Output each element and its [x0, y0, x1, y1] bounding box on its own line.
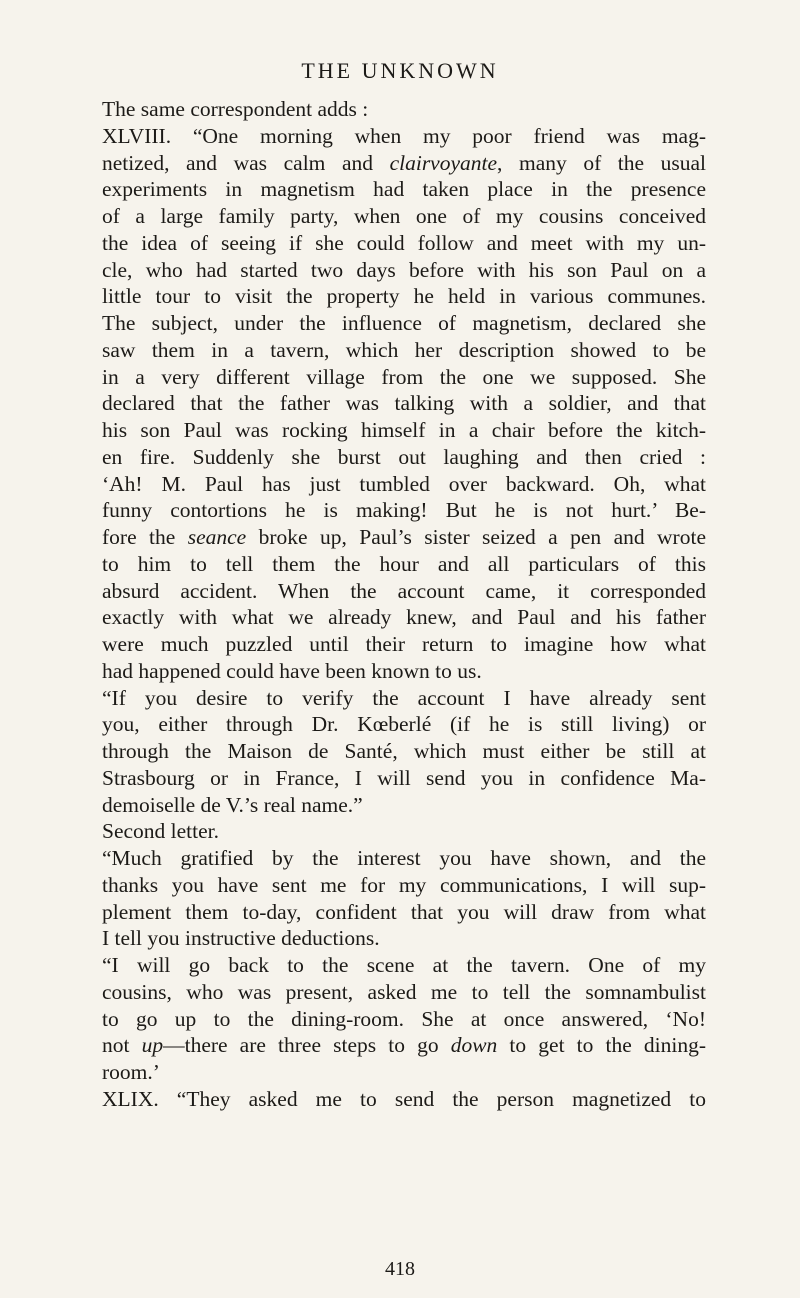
- text-line: en fire. Suddenly she burst out laughing and then cried :: [102, 444, 706, 469]
- text-line: cousins, who was present, asked me to tell the somnambulist: [102, 979, 706, 1004]
- text-line: in a very different village from the one we supposed. She: [102, 364, 706, 389]
- text-line: experiments in magnetism had taken place in the presence: [102, 177, 706, 202]
- text-line: XLVIII. “One morning when my poor friend was mag-: [102, 123, 706, 148]
- text-line: you, either through Dr. Kœberlé (if he is still living) or: [102, 712, 706, 737]
- text-line: XLIX. “They asked me to send the person magnetized to: [102, 1086, 706, 1111]
- text-line: room.’: [102, 1060, 160, 1084]
- text-line: of a large family party, when one of my cousins conceived: [102, 204, 706, 228]
- text-line: demoiselle de V.’s real name.”: [102, 792, 363, 817]
- text-line: The same correspondent adds :: [102, 97, 369, 121]
- text-line: saw them in a tavern, which her description showed to be: [102, 337, 706, 362]
- text-line: through the Maison de Santé, which must either be still at: [102, 739, 706, 763]
- text-line: “Much gratified by the interest you have shown, and the: [102, 846, 706, 870]
- text-line: exactly with what we already knew, and Paul and his father: [102, 605, 706, 630]
- text-line: to go up to the dining-room. She at once answered, ‘No!: [102, 1006, 706, 1031]
- text-line: were much puzzled until their return to imagine how what: [102, 632, 706, 656]
- text-line: cle, who had started two days before with his son Paul on a: [102, 257, 706, 282]
- text-line: Strasbourg or in France, I will send you in confidence Ma-: [102, 765, 706, 790]
- text-line: his son Paul was rocking himself in a chair before the kitch-: [102, 418, 706, 442]
- text-line: The subject, under the influence of magnetism, declared she: [102, 311, 706, 335]
- text-line: not up—there are three steps to go down to get to the dining-: [102, 1033, 706, 1058]
- text-line: thanks you have sent me for my communications, I will sup-: [102, 872, 706, 897]
- page-number: 418: [385, 1258, 415, 1280]
- text-line: ‘Ah! M. Paul has just tumbled over backward. Oh, what: [102, 471, 706, 496]
- text-line: “I will go back to the scene at the tavern. One of my: [102, 953, 706, 977]
- text-line: Second letter.: [102, 819, 220, 844]
- text-line: funny contortions he is making! But he is not hurt.’ Be-: [102, 498, 706, 523]
- body-text: [102, 96, 706, 1113]
- text-line: plement them to-day, confident that you will draw from what: [102, 899, 706, 924]
- text-line: declared that the father was talking with a soldier, and that: [102, 391, 706, 416]
- text-line: I tell you instructive deductions.: [102, 926, 380, 951]
- text-line: the idea of seeing if she could follow and meet with my un-: [102, 230, 706, 255]
- text-line: had happened could have been known to us.: [102, 658, 482, 683]
- text-line: netized, and was calm and clairvoyante, many of the usual: [102, 150, 706, 175]
- text-line: to him to tell them the hour and all particulars of this: [102, 551, 706, 576]
- text-line: “If you desire to verify the account I have already sent: [102, 685, 706, 710]
- running-title: THE UNKNOWN: [301, 58, 499, 83]
- text-line: fore the seance broke up, Paul’s sister seized a pen and wrote: [102, 525, 706, 549]
- text-line: absurd accident. When the account came, it corresponded: [102, 578, 706, 603]
- text-line: little tour to visit the property he held in various communes.: [102, 284, 706, 309]
